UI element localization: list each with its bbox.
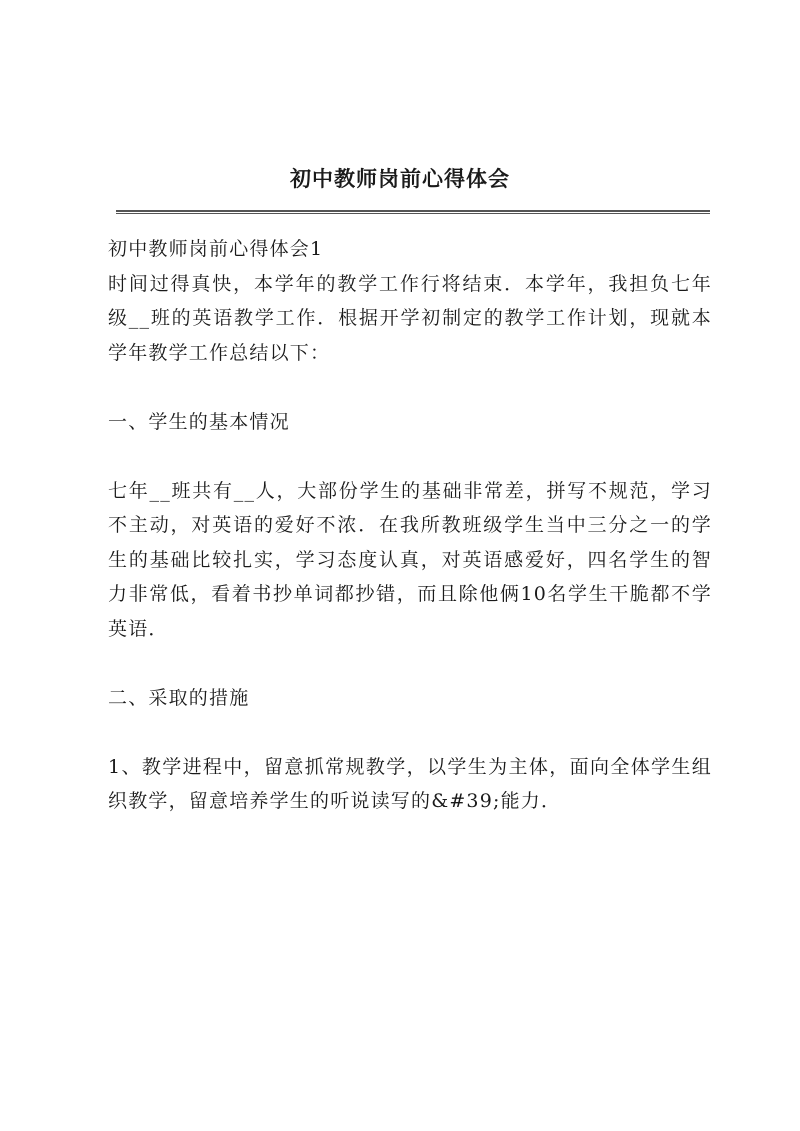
paragraph-spacer bbox=[108, 370, 712, 405]
section-heading-2: 二、采取的措施 bbox=[108, 686, 250, 709]
paragraph-spacer bbox=[108, 646, 712, 681]
subtitle-paragraph: 初中教师岗前心得体会1 bbox=[108, 238, 324, 260]
title-divider bbox=[116, 210, 710, 214]
section-1-paragraph: 七年__班共有__人，大部份学生的基础非常差，拼写不规范，学习不主动，对英语的爱好不浓．在我所教班级学生当中三分之一的学生的基础比较扎实，学习态度认真，对英语感爱好，四名学生的智力非常低，看着书抄单词都抄错，而且除他俩10名学生干脆都不学英语． bbox=[108, 479, 712, 640]
intro-paragraph: 时间过得真快，本学年的教学工作行将结束．本学年，我担负七年级__班的英语教学工作．根据开学初制定的教学工作计划，现就本学年教学工作总结以下： bbox=[108, 272, 712, 364]
document-body bbox=[108, 232, 712, 819]
paragraph-spacer bbox=[108, 715, 712, 750]
section-2-paragraph: 1、教学进程中，留意抓常规教学，以学生为主体，面向全体学生组织教学，留意培养学生的听说读写的&#39;能力． bbox=[108, 755, 712, 812]
document-title: 初中教师岗前心得体会 bbox=[290, 166, 510, 191]
paragraph-spacer bbox=[108, 439, 712, 474]
section-heading-1: 一、学生的基本情况 bbox=[108, 410, 290, 433]
